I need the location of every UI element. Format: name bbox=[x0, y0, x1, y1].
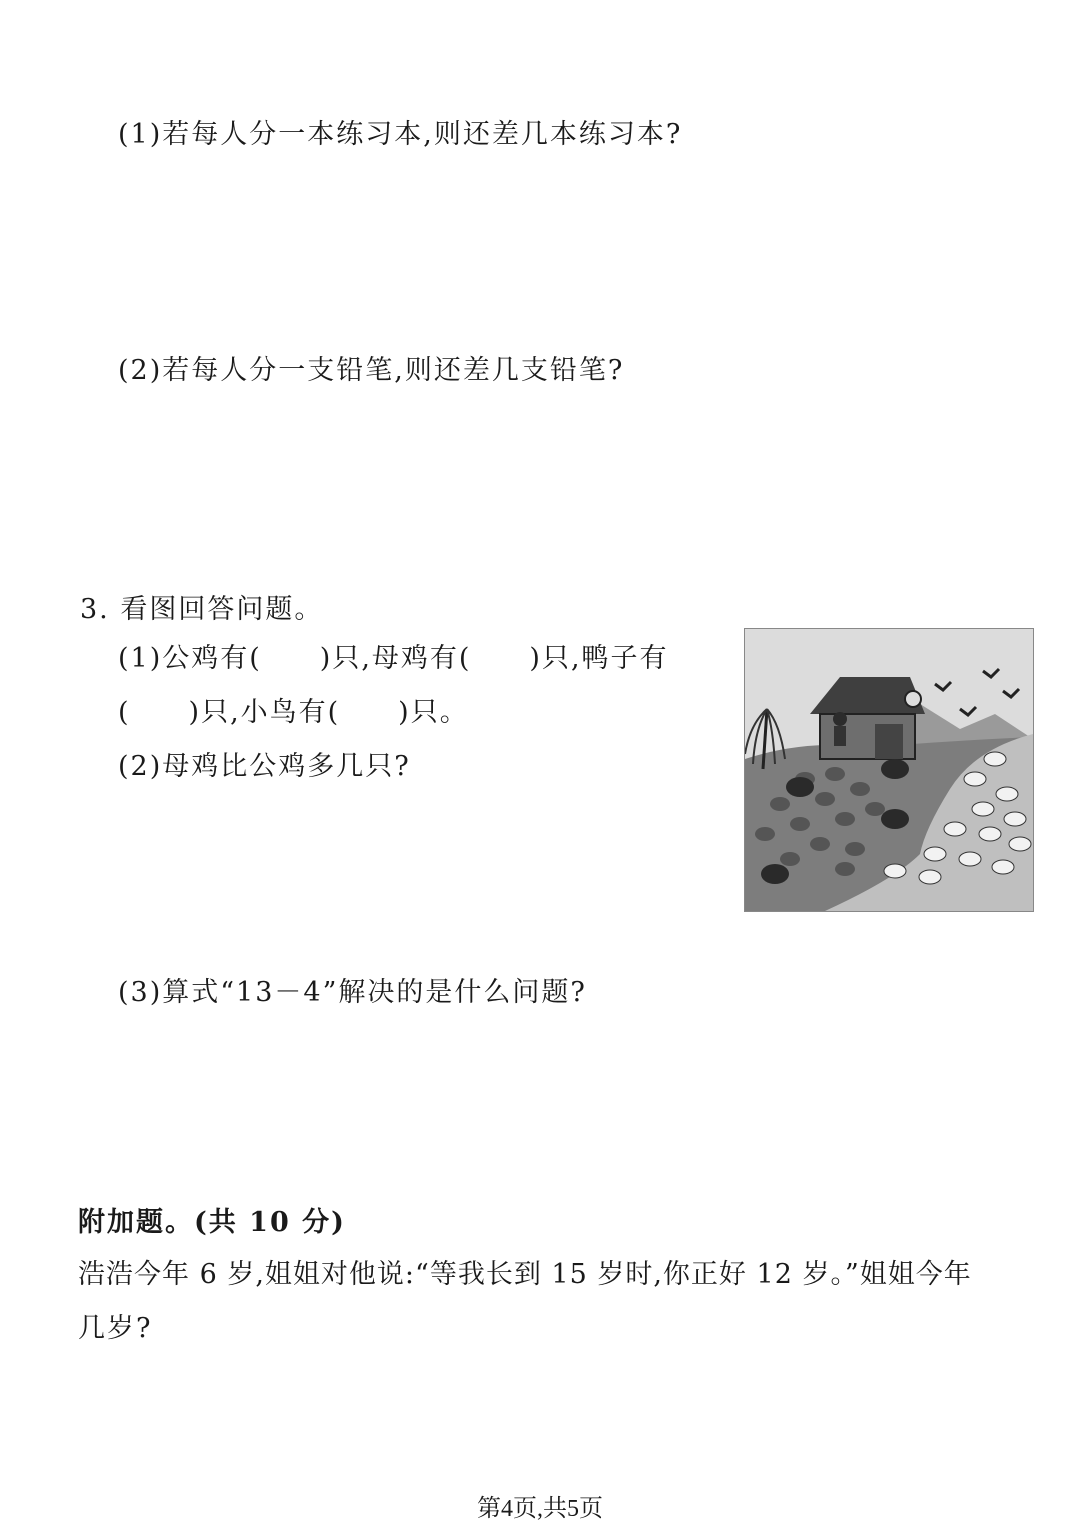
question-3-1-line-1: (1)公鸡有( )只,母鸡有( )只,鸭子有 bbox=[118, 643, 669, 674]
question-3-3: (3)算式“13－4”解决的是什么问题? bbox=[118, 977, 587, 1008]
bonus-question-line-1: 浩浩今年 6 岁,姐姐对他说:“等我长到 15 岁时,你正好 12 岁。”姐姐今年 bbox=[78, 1259, 972, 1290]
question-3-2: (2)母鸡比公鸡多几只? bbox=[118, 751, 411, 782]
question-2-2: (2)若每人分一支铅笔,则还差几支铅笔? bbox=[118, 355, 625, 386]
question-2-1: (1)若每人分一本练习本,则还差几本练习本? bbox=[118, 119, 683, 150]
farm-illustration bbox=[744, 628, 1034, 912]
question-3-1-line-2: ( )只,小鸟有( )只。 bbox=[118, 697, 469, 728]
page-number: 第4页,共5页 bbox=[477, 1496, 603, 1522]
bonus-question-line-2: 几岁? bbox=[78, 1313, 153, 1344]
bonus-title: 附加题。(共 10 分) bbox=[78, 1207, 346, 1238]
question-3-title: 3. 看图回答问题。 bbox=[80, 594, 324, 625]
